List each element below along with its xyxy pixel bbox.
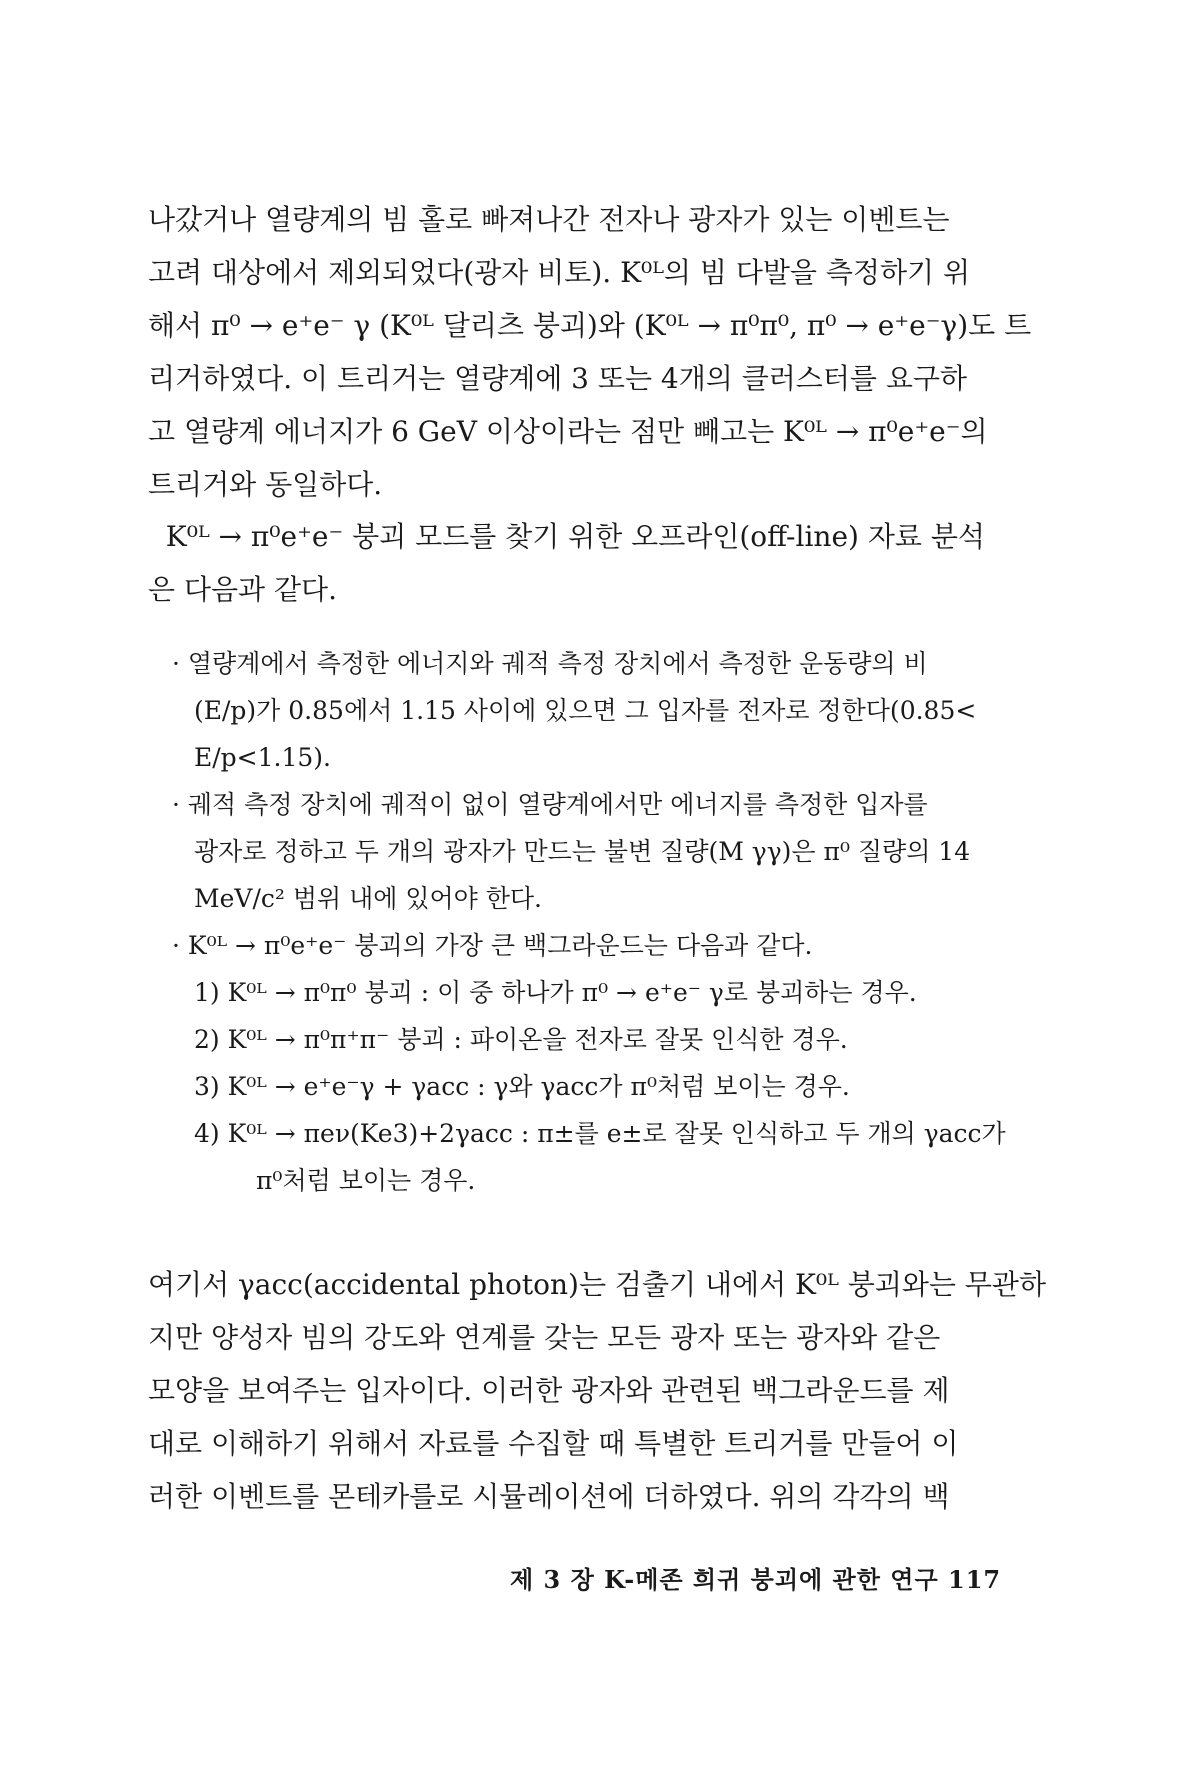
background-item-2: 2) K⁰ᴸ → π⁰π⁺π⁻ 붕괴 : 파이온을 전자로 잘못 인식한 경우. [194,1025,848,1054]
paragraph-bottom [148,1258,1047,1523]
criteria-list [172,640,1012,1204]
criterion-photon-cont: 광자로 정하고 두 개의 광자가 만드는 불변 질량(M γγ)은 π⁰ 질량의 14 [194,837,971,866]
paragraph-line: 나갔거나 열량계의 빔 홀로 빠져나간 전자나 광자가 있는 이벤트는 [148,203,950,236]
paragraph-line: K⁰ᴸ → π⁰e⁺e⁻ 붕괴 모드를 찾기 위한 오프라인(off-line) 자료 분석 [148,520,985,553]
paragraph-line: 러한 이벤트를 몬테카를로 시뮬레이션에 더하였다. 위의 각각의 백 [148,1480,950,1513]
paragraph-line: 모양을 보여주는 입자이다. 이러한 광자와 관련된 백그라운드를 제 [148,1374,950,1407]
criterion-electron-cont: E/p<1.15). [194,743,331,772]
criterion-photon-cont: MeV/c² 범위 내에 있어야 한다. [194,884,542,913]
criterion-electron-cont: (E/p)가 0.85에서 1.15 사이에 있으면 그 입자를 전자로 정한다(0.85< [194,696,977,725]
paragraph-line: 은 다음과 같다. [148,573,337,606]
paragraph-line: 고려 대상에서 제외되었다(광자 비토). K⁰ᴸ의 빔 다발을 측정하기 위 [148,256,970,289]
background-item-4-cont: π⁰처럼 보이는 경우. [256,1166,476,1195]
background-item-3: 3) K⁰ᴸ → e⁺e⁻γ + γacc : γ와 γacc가 π⁰처럼 보이는 경우. [194,1072,850,1101]
background-item-4: 4) K⁰ᴸ → πeν(Ke3)+2γacc : π±를 e±로 잘못 인식하고 두 개의 γacc가 [194,1119,1006,1148]
running-footer: 제 3 장 K-메존 희귀 붕괴에 관한 연구 117 [510,1565,1002,1594]
paragraph-offline [148,510,1008,616]
paragraph-line: 여기서 γacc(accidental photon)는 검출기 내에서 K⁰ᴸ 붕괴와는 무관하 [148,1268,1047,1301]
paragraph-line: 대로 이해하기 위해서 자료를 수집할 때 특별한 트리거를 만들어 이 [148,1427,959,1460]
criterion-background: · K⁰ᴸ → π⁰e⁺e⁻ 붕괴의 가장 큰 백그라운드는 다음과 같다. [172,931,813,960]
paragraph-line: 지만 양성자 빔의 강도와 연계를 갖는 모든 광자 또는 광자와 같은 [148,1321,941,1354]
criterion-photon: · 궤적 측정 장치에 궤적이 없이 열량계에서만 에너지를 측정한 입자를 [172,790,928,819]
paragraph-line: 트리거와 동일하다. [148,468,383,501]
paragraph-line: 해서 π⁰ → e⁺e⁻ γ (K⁰ᴸ 달리츠 붕괴)와 (K⁰ᴸ → π⁰π⁰, π⁰ → e⁺e⁻γ)도 트 [148,309,1032,342]
criterion-electron: · 열량계에서 측정한 에너지와 궤적 측정 장치에서 측정한 운동량의 비 [172,649,928,678]
paragraph-top [148,193,1032,511]
background-item-1: 1) K⁰ᴸ → π⁰π⁰ 붕괴 : 이 중 하나가 π⁰ → e⁺e⁻ γ로 붕괴하는 경우. [194,978,917,1007]
paragraph-line: 고 열량계 에너지가 6 GeV 이상이라는 점만 빼고는 K⁰ᴸ → π⁰e⁺e⁻의 [148,415,988,448]
paragraph-line: 리거하였다. 이 트리거는 열량계에 3 또는 4개의 클러스터를 요구하 [148,362,967,395]
